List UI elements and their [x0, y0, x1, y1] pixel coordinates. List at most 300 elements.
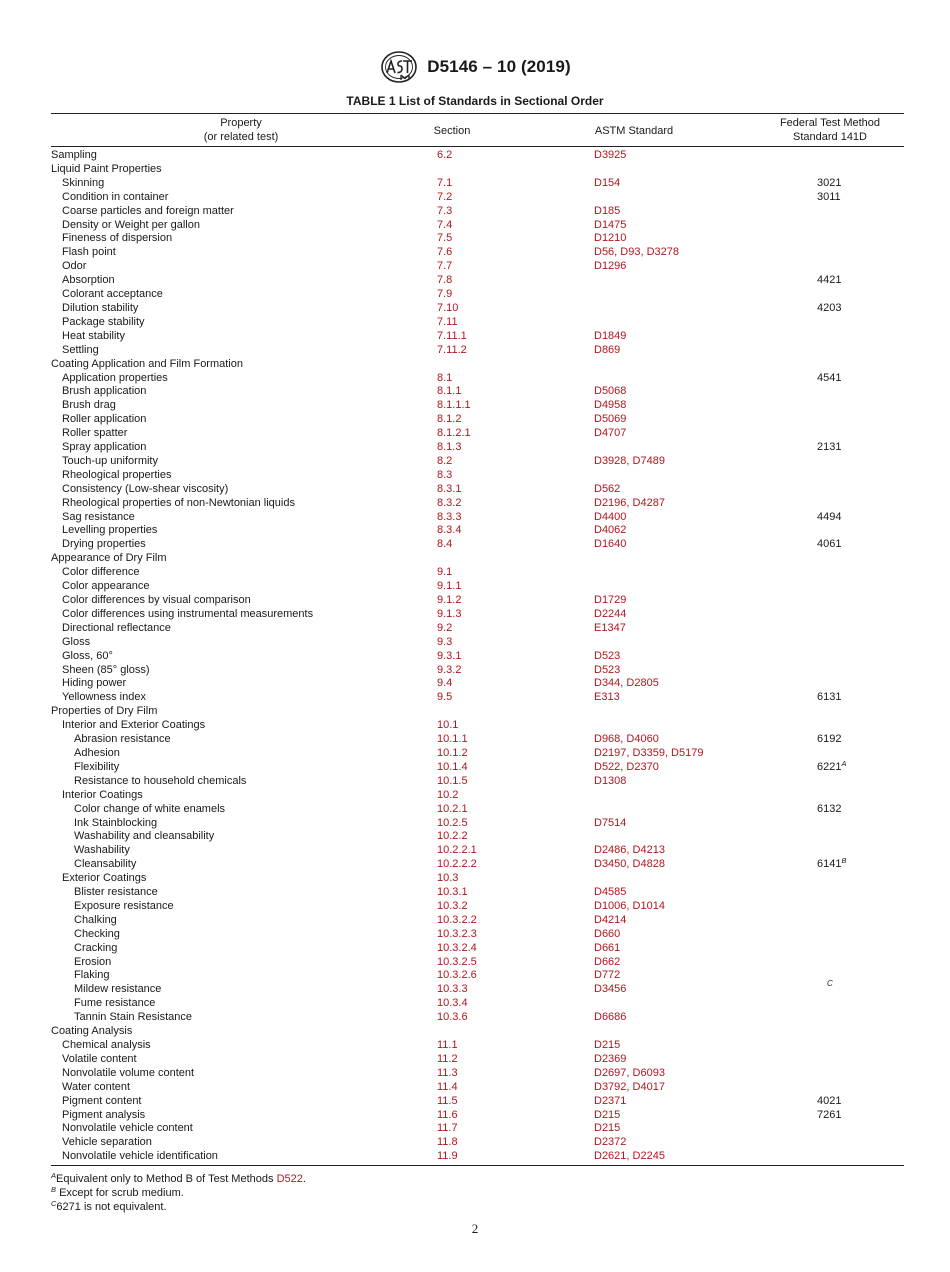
property-cell: Hiding power — [62, 677, 127, 690]
table-row — [51, 1067, 904, 1081]
property-cell: Exposure resistance — [74, 899, 174, 912]
property-cell: Nonvolatile vehicle identification — [62, 1150, 218, 1163]
astm-standard-link[interactable]: D3925 — [594, 149, 627, 161]
table-row — [51, 789, 904, 803]
property-cell: Fineness of dispersion — [62, 232, 173, 245]
section-link[interactable]: 8.1.1 — [437, 385, 462, 398]
property-cell: Absorption — [62, 274, 115, 287]
astm-standard-link[interactable]: D56, D93, D3278 — [594, 246, 679, 259]
section-link[interactable]: 8.3.1 — [437, 482, 462, 495]
table-row — [51, 246, 904, 260]
table-row — [51, 928, 904, 942]
table-row — [51, 399, 904, 413]
property-cell: Chalking — [74, 913, 117, 926]
section-link[interactable]: 9.5 — [437, 691, 453, 704]
table-row — [51, 733, 904, 747]
table-row — [51, 385, 904, 399]
astm-standard-link[interactable]: D4062 — [594, 524, 627, 537]
table-row — [51, 886, 904, 900]
table-row — [51, 608, 904, 622]
section-link[interactable]: 8.3 — [437, 468, 453, 481]
table-row — [51, 1039, 904, 1053]
property-cell: Interior Coatings — [62, 788, 143, 801]
table-row — [51, 288, 904, 302]
table-row — [51, 719, 904, 733]
astm-standard-link[interactable]: D4214 — [594, 913, 627, 926]
footnote — [51, 1186, 306, 1200]
property-cell: Odor — [62, 260, 87, 273]
property-cell: Yellowness index — [62, 691, 146, 704]
section-link[interactable]: 8.1.3 — [437, 441, 462, 454]
footnote-marker: A — [841, 758, 847, 768]
federal-method-cell: 4494 — [817, 510, 842, 523]
section-link[interactable]: 8.3.3 — [437, 510, 462, 523]
federal-method-cell: 2131 — [817, 441, 842, 454]
table-row — [51, 302, 904, 316]
footnote-standard-link[interactable]: D522 — [276, 1173, 303, 1185]
footnote-marker: B — [51, 1185, 57, 1194]
table-row — [51, 497, 904, 511]
table-row — [51, 830, 904, 844]
section-link[interactable]: 7.1 — [437, 176, 453, 189]
section-link[interactable]: 9.2 — [437, 621, 453, 634]
property-cell: Roller application — [62, 413, 147, 426]
table-row — [51, 858, 904, 872]
table-row — [51, 664, 904, 678]
section-link[interactable]: 7.11.2 — [437, 343, 467, 356]
table-row — [51, 1122, 904, 1136]
section-link[interactable]: 8.1 — [437, 371, 453, 384]
astm-standard-link[interactable]: D215 — [594, 1039, 621, 1051]
table-row — [51, 900, 904, 914]
table-row — [51, 997, 904, 1011]
table-row — [51, 650, 904, 664]
property-cell: Color differences using instrumental measurements — [62, 607, 314, 620]
section-link[interactable]: 10.2.5 — [437, 816, 468, 829]
property-cell: Rheological properties — [62, 468, 172, 481]
property-cell: Water content — [62, 1080, 131, 1093]
property-cell: Abrasion resistance — [74, 733, 171, 746]
page-header — [0, 50, 950, 84]
footnote-text: 6271 is not equivalent. — [56, 1201, 167, 1213]
property-cell: Fume resistance — [74, 997, 156, 1010]
astm-standard-link[interactable]: D4707 — [594, 427, 627, 440]
property-cell: Flash point — [62, 246, 116, 259]
federal-method-cell: 6132 — [817, 802, 842, 815]
section-link[interactable]: 10.3.2.4 — [437, 941, 477, 954]
section-link[interactable]: 11.9 — [437, 1150, 458, 1163]
table-row — [51, 219, 904, 233]
table-body — [51, 147, 904, 1164]
astm-standard-link[interactable]: D1210 — [594, 232, 627, 245]
property-cell: Settling — [62, 343, 99, 356]
table-row — [51, 469, 904, 483]
astm-standard-link[interactable]: D1729 — [594, 594, 627, 606]
section-link[interactable]: 10.2 — [437, 788, 459, 801]
footnote — [51, 1172, 306, 1186]
astm-logo-icon — [379, 50, 419, 84]
astm-standard-link[interactable]: D2621, D2245 — [594, 1150, 665, 1163]
footnote-marker: C — [827, 979, 833, 989]
astm-standard-link[interactable]: D968, D4060 — [594, 733, 659, 746]
column-header-astm: ASTM Standard — [594, 125, 674, 137]
property-cell: Cleansability — [74, 858, 137, 871]
astm-standard-link[interactable]: D2486, D4213 — [594, 844, 665, 857]
astm-standard-link[interactable]: D523 — [594, 649, 621, 662]
property-cell: Sheen (85° gloss) — [62, 663, 150, 676]
table-row — [51, 872, 904, 886]
property-cell: Application properties — [62, 371, 168, 384]
astm-standard-link[interactable]: D2244 — [594, 607, 627, 620]
section-link[interactable]: 10.3.2.5 — [437, 955, 477, 968]
section-link[interactable]: 8.1.1.1 — [437, 399, 471, 412]
astm-standard-link[interactable]: D869 — [594, 343, 621, 356]
table-row — [51, 1150, 904, 1164]
table-row — [51, 817, 904, 831]
section-link[interactable]: 7.4 — [437, 218, 453, 231]
federal-method-cell: 4421 — [817, 274, 842, 287]
section-link[interactable]: 9.3.1 — [437, 649, 462, 662]
section-link[interactable]: 11.4 — [437, 1080, 458, 1093]
astm-standard-link[interactable]: D4958 — [594, 399, 627, 412]
table-row — [51, 942, 904, 956]
astm-standard-link[interactable]: D562 — [594, 482, 621, 495]
federal-method-cell: 6192 — [817, 733, 842, 746]
property-cell: Spray application — [62, 441, 147, 454]
table-row — [51, 775, 904, 789]
section-link[interactable]: 7.3 — [437, 204, 453, 217]
section-link[interactable]: 7.10 — [437, 301, 459, 314]
section-link[interactable]: 9.1 — [437, 566, 453, 579]
property-cell: Brush application — [62, 385, 147, 398]
table-row — [51, 552, 904, 566]
section-link[interactable]: 11.2 — [437, 1052, 458, 1065]
section-link[interactable]: 10.2.2.1 — [437, 844, 477, 857]
property-cell: Sampling — [51, 149, 97, 161]
property-cell: Rheological properties of non-Newtonian liquids — [62, 496, 295, 509]
section-link[interactable]: 10.3.1 — [437, 886, 468, 899]
table-row — [51, 747, 904, 761]
section-link[interactable]: 10.3.2.3 — [437, 927, 477, 940]
astm-standard-link[interactable]: D3792, D4017 — [594, 1080, 665, 1093]
section-link[interactable]: 9.1.3 — [437, 607, 462, 620]
astm-standard-link[interactable]: D2196, D4287 — [594, 496, 665, 509]
section-link[interactable]: 10.3.2.2 — [437, 913, 477, 926]
column-header-federal: Federal Test Method Standard 141D — [779, 117, 881, 143]
table-row — [51, 149, 904, 163]
astm-standard-link[interactable]: D1296 — [594, 260, 627, 273]
property-cell: Sag resistance — [62, 510, 135, 523]
table-row — [51, 914, 904, 928]
section-link[interactable]: 7.11.1 — [437, 329, 467, 342]
section-link[interactable]: 10.1.4 — [437, 760, 468, 773]
property-cell: Properties of Dry Film — [51, 705, 158, 718]
table-row — [51, 260, 904, 274]
federal-method-cell: $6141^B$ — [817, 856, 847, 871]
table-bottom-rule — [51, 1165, 904, 1166]
section-link[interactable]: 10.1.5 — [437, 774, 468, 787]
property-cell: Coarse particles and foreign matter — [62, 204, 234, 217]
federal-method-cell: 7261 — [817, 1108, 842, 1121]
astm-standard-link[interactable]: D523 — [594, 663, 621, 676]
astm-standard-link[interactable]: D215 — [594, 1122, 621, 1135]
section-link[interactable]: 10.2.2 — [437, 830, 468, 843]
footnote-tail: . — [302, 1173, 306, 1185]
section-link[interactable]: 10.1.2 — [437, 746, 468, 759]
section-link[interactable]: 6.2 — [437, 149, 453, 161]
table-row — [51, 1081, 904, 1095]
astm-standard-link[interactable]: D660 — [594, 927, 621, 940]
section-link[interactable]: 7.8 — [437, 274, 453, 287]
table-row — [51, 691, 904, 705]
astm-standard-link[interactable]: D661 — [594, 941, 621, 954]
property-cell: Coating Analysis — [51, 1025, 133, 1038]
property-cell: Cracking — [74, 941, 118, 954]
property-cell: Flaking — [74, 969, 110, 982]
table-row — [51, 566, 904, 580]
property-cell: Washability and cleansability — [74, 830, 215, 843]
property-cell: Appearance of Dry Film — [51, 552, 167, 565]
section-link[interactable]: 9.1.2 — [437, 594, 462, 606]
table-row — [51, 594, 904, 608]
federal-method-cell: $6221^A$ — [817, 758, 847, 773]
table-row — [51, 441, 904, 455]
table-row — [51, 191, 904, 205]
astm-standard-link[interactable]: D662 — [594, 955, 621, 968]
property-cell: Color change of white enamels — [74, 802, 226, 815]
property-cell: Volatile content — [62, 1052, 137, 1065]
astm-standard-link[interactable]: D2372 — [594, 1136, 627, 1149]
section-link[interactable]: 7.5 — [437, 232, 453, 245]
astm-standard-link[interactable]: D5068 — [594, 385, 627, 398]
property-cell: Tannin Stain Resistance — [74, 1011, 193, 1024]
section-link[interactable]: 10.3 — [437, 872, 459, 885]
section-link[interactable]: 10.1 — [437, 719, 459, 732]
table-row — [51, 427, 904, 441]
astm-standard-link[interactable]: D3928, D7489 — [594, 454, 665, 467]
property-cell: Blister resistance — [74, 886, 158, 899]
table-row — [51, 372, 904, 386]
federal-method-cell: 4541 — [817, 371, 842, 384]
property-cell: Color appearance — [62, 580, 150, 593]
table-row — [51, 455, 904, 469]
property-cell: Adhesion — [74, 746, 120, 759]
property-cell: Touch-up uniformity — [62, 454, 158, 467]
footnote-marker: B — [841, 856, 847, 866]
property-cell: Flexibility — [74, 760, 120, 773]
property-cell: Colorant acceptance — [62, 288, 163, 301]
property-cell: Washability — [74, 844, 130, 857]
property-cell: Heat stability — [62, 329, 125, 342]
astm-standard-link[interactable]: D2697, D6093 — [594, 1066, 665, 1079]
property-cell: Vehicle separation — [62, 1136, 152, 1149]
table-row — [51, 1136, 904, 1150]
astm-standard-link[interactable]: D3456 — [594, 983, 627, 996]
table-row — [51, 956, 904, 970]
federal-method-cell: 4203 — [817, 301, 842, 314]
property-cell: Resistance to household chemicals — [74, 774, 247, 787]
section-link[interactable]: 8.2 — [437, 454, 453, 467]
section-link[interactable]: 10.3.2.6 — [437, 969, 477, 982]
astm-standard-link[interactable]: D522, D2370 — [594, 760, 659, 773]
property-cell: Consistency (Low-shear viscosity) — [62, 482, 229, 495]
property-cell: Color difference — [62, 566, 140, 579]
section-link[interactable]: 8.3.4 — [437, 524, 462, 537]
astm-standard-link[interactable]: D1006, D1014 — [594, 899, 665, 912]
astm-standard-link[interactable]: D4585 — [594, 886, 627, 899]
table-row — [51, 969, 904, 983]
table-row — [51, 636, 904, 650]
footnote-marker: A — [51, 1171, 57, 1180]
property-cell: Chemical analysis — [62, 1039, 151, 1051]
section-link[interactable]: 10.2.1 — [437, 802, 468, 815]
section-link[interactable]: 8.3.2 — [437, 496, 462, 509]
astm-standard-link[interactable]: D5069 — [594, 413, 627, 426]
section-link[interactable]: 10.2.2.2 — [437, 858, 477, 871]
section-link[interactable]: 8.1.2 — [437, 413, 462, 426]
table-row — [51, 274, 904, 288]
astm-standard-link[interactable]: D4400 — [594, 510, 627, 523]
astm-standard-link[interactable]: D1640 — [594, 538, 627, 551]
property-cell: Coating Application and Film Formation — [51, 357, 243, 370]
section-link[interactable]: 8.1.2.1 — [437, 427, 471, 440]
astm-standard-link[interactable]: D3450, D4828 — [594, 858, 665, 871]
section-link[interactable]: 10.3.3 — [437, 983, 468, 996]
property-cell: Roller spatter — [62, 427, 128, 440]
table-row — [51, 803, 904, 817]
property-cell: Erosion — [74, 955, 112, 968]
section-link[interactable]: 8.4 — [437, 538, 453, 551]
table-row — [51, 358, 904, 372]
table-row — [51, 1025, 904, 1039]
property-cell: Brush drag — [62, 399, 116, 412]
document-id: D5146 – 10 (2019) — [427, 57, 571, 76]
property-cell: Directional reflectance — [62, 621, 171, 634]
table-row — [51, 524, 904, 538]
table-row — [51, 705, 904, 719]
table-row — [51, 511, 904, 525]
table-row — [51, 413, 904, 427]
property-cell: Gloss, 60° — [62, 649, 113, 662]
table-row — [51, 232, 904, 246]
astm-standard-link[interactable]: D185 — [594, 204, 621, 217]
federal-method-cell: 4061 — [817, 538, 842, 551]
property-cell: Condition in container — [62, 190, 169, 203]
astm-standard-link[interactable]: D1308 — [594, 774, 627, 787]
property-cell: Exterior Coatings — [62, 872, 147, 885]
property-cell: Gloss — [62, 635, 91, 648]
section-link[interactable]: 9.1.1 — [437, 580, 462, 593]
astm-standard-link[interactable]: D1475 — [594, 218, 627, 231]
table-row — [51, 844, 904, 858]
section-link[interactable]: 11.6 — [437, 1108, 458, 1121]
section-link[interactable]: 11.5 — [437, 1094, 458, 1107]
section-link[interactable]: 7.11 — [437, 315, 458, 328]
section-link[interactable]: 11.8 — [437, 1136, 458, 1149]
property-cell: Density or Weight per gallon — [62, 218, 200, 231]
property-cell: Nonvolatile vehicle content — [62, 1122, 193, 1135]
property-cell: Liquid Paint Properties — [51, 162, 162, 175]
section-link[interactable]: 10.3.2 — [437, 899, 468, 912]
footnote-marker: C — [51, 1199, 57, 1208]
table-row — [51, 177, 904, 191]
footnote — [51, 1200, 306, 1214]
table-row — [51, 580, 904, 594]
astm-standard-link[interactable]: D772 — [594, 969, 621, 982]
property-cell: Mildew resistance — [74, 983, 162, 996]
table-row — [51, 316, 904, 330]
property-cell: Nonvolatile volume content — [62, 1066, 195, 1079]
footnote-text: Except for scrub medium. — [56, 1187, 184, 1199]
table-row — [51, 205, 904, 219]
table-row — [51, 622, 904, 636]
astm-standard-link[interactable]: D6686 — [594, 1011, 627, 1024]
table-row — [51, 758, 904, 775]
table-header — [51, 114, 904, 147]
astm-standard-link[interactable]: D2197, D3359, D5179 — [594, 746, 704, 759]
section-link[interactable]: 7.6 — [437, 246, 453, 259]
federal-method-cell: 6131 — [817, 691, 842, 704]
column-header-section: Section — [433, 125, 471, 137]
astm-standard-link[interactable]: D154 — [594, 176, 621, 189]
footnotes — [51, 1172, 306, 1214]
table-row — [51, 483, 904, 497]
property-cell: Pigment analysis — [62, 1108, 146, 1121]
section-link[interactable]: 11.1 — [437, 1039, 458, 1051]
section-link[interactable]: 9.3.2 — [437, 663, 462, 676]
astm-standard-link[interactable]: D2371 — [594, 1094, 627, 1107]
table-row — [51, 1011, 904, 1025]
property-cell: Package stability — [62, 315, 145, 328]
table-title: TABLE 1 List of Standards in Sectional Order — [346, 94, 604, 108]
property-cell: Checking — [74, 927, 120, 940]
property-cell: Dilution stability — [62, 301, 139, 314]
property-cell: Skinning — [62, 176, 105, 189]
property-cell: Pigment content — [62, 1094, 142, 1107]
section-link[interactable]: 7.9 — [437, 288, 453, 301]
section-link[interactable]: 7.7 — [437, 260, 453, 273]
table-row — [51, 979, 904, 997]
section-link[interactable]: 10.1.1 — [437, 733, 468, 746]
astm-standard-link[interactable]: D7514 — [594, 816, 627, 829]
section-link[interactable]: 9.4 — [437, 677, 453, 690]
section-link[interactable]: 9.3 — [437, 635, 453, 648]
property-cell: Drying properties — [62, 538, 146, 551]
table-row — [51, 1053, 904, 1067]
table-row — [51, 330, 904, 344]
section-link[interactable]: 11.7 — [437, 1122, 458, 1135]
column-header-property: Property (or related test) — [203, 117, 279, 143]
property-cell: Interior and Exterior Coatings — [62, 719, 206, 732]
table-row — [51, 163, 904, 177]
astm-standard-link[interactable]: E313 — [594, 691, 620, 704]
section-link[interactable]: 10.3.4 — [437, 997, 468, 1010]
astm-standard-link[interactable]: E1347 — [594, 621, 626, 634]
astm-standard-link[interactable]: D344, D2805 — [594, 677, 659, 690]
section-link[interactable]: 10.3.6 — [437, 1011, 468, 1024]
astm-standard-link[interactable]: D1849 — [594, 329, 627, 342]
astm-standard-link[interactable]: D215 — [594, 1108, 621, 1121]
section-link[interactable]: 11.3 — [437, 1066, 458, 1079]
section-link[interactable]: 7.2 — [437, 190, 453, 203]
table-row — [51, 344, 904, 358]
property-cell: Levelling properties — [62, 524, 158, 537]
table-row — [51, 677, 904, 691]
property-cell: Color differences by visual comparison — [62, 594, 251, 606]
federal-method-cell: 3021 — [817, 176, 842, 189]
table-row — [51, 538, 904, 552]
astm-standard-link[interactable]: D2369 — [594, 1052, 627, 1065]
